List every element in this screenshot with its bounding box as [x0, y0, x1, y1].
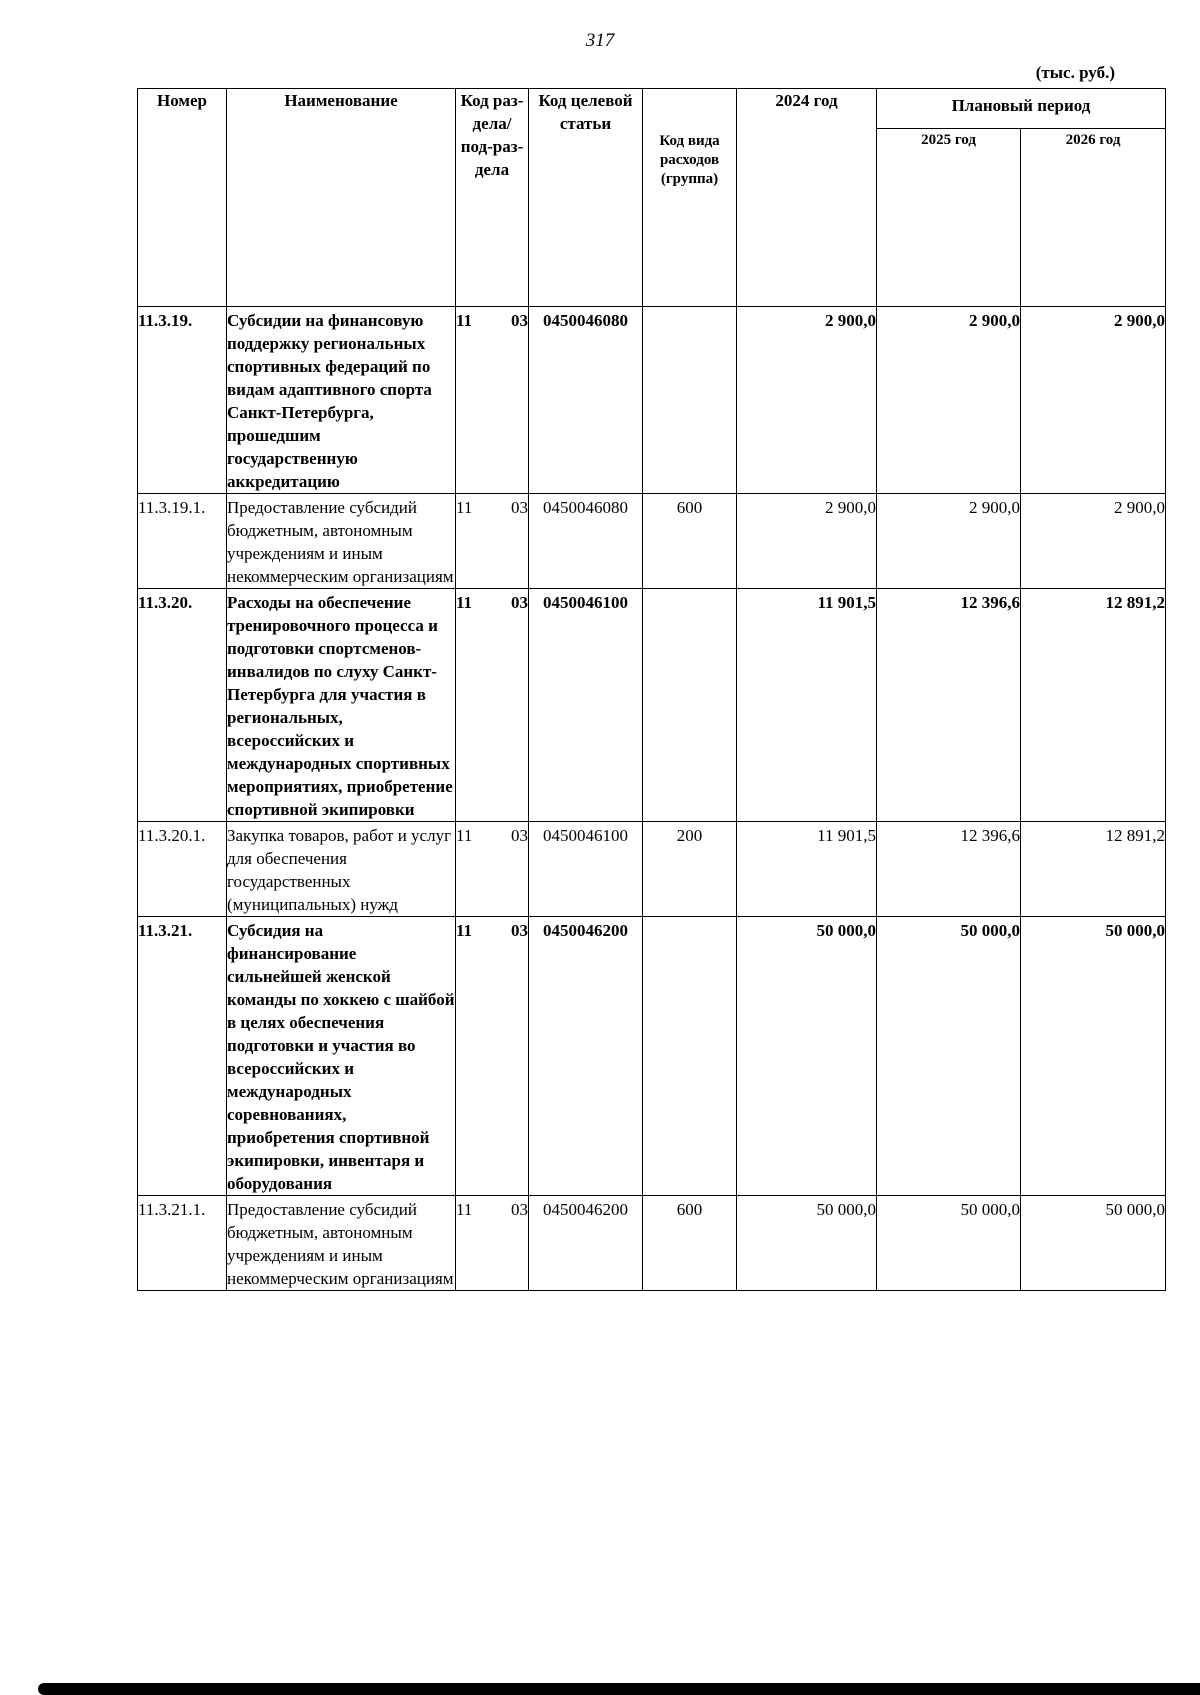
- table-row: [138, 1196, 1166, 1291]
- row-name: Закупка товаров, работ и услуг для обеспечения государственных (муниципальных) нужд: [227, 822, 456, 917]
- row-razdel: [456, 822, 529, 917]
- row-name: Субсидия на финансирование сильнейшей женской команды по хоккею с шайбой в целях обеспечения подготовки и участия во всероссийских и международных соревнованиях, приобретения спортивной экипировки, инвентаря и оборудования: [227, 917, 456, 1196]
- row-vid-code: 200: [643, 822, 737, 917]
- row-target-code: 0450046100: [529, 822, 643, 917]
- row-target-code: 0450046080: [529, 494, 643, 589]
- row-target-code: 0450046080: [529, 307, 643, 494]
- page-number: 317: [585, 30, 615, 51]
- row-target-code: 0450046200: [529, 1196, 643, 1291]
- row-amount-2024: 2 900,0: [737, 307, 877, 494]
- row-name: Расходы на обеспечение тренировочного процесса и подготовки спортсменов-инвалидов по слуху Санкт-Петербурга для участия в региональных, всероссийских и международных спортивных мероприятиях, приобретение спортивной экипировки: [227, 589, 456, 822]
- units-label: (тыс. руб.): [1035, 63, 1115, 82]
- table-row: [138, 822, 1166, 917]
- row-amount-2026: 50 000,0: [1021, 917, 1166, 1196]
- row-amount-2026: 50 000,0: [1021, 1196, 1166, 1291]
- podrazdel-code: 03: [511, 311, 528, 330]
- row-number: 11.3.20.1.: [138, 822, 227, 917]
- row-vid-code: [643, 917, 737, 1196]
- row-amount-2024: 2 900,0: [737, 494, 877, 589]
- row-amount-2026: 2 900,0: [1021, 494, 1166, 589]
- row-amount-2026: 12 891,2: [1021, 589, 1166, 822]
- row-amount-2024: 50 000,0: [737, 1196, 877, 1291]
- header-2024: 2024 год: [737, 89, 877, 307]
- row-amount-2024: 11 901,5: [737, 589, 877, 822]
- row-vid-code: 600: [643, 494, 737, 589]
- row-number: 11.3.20.: [138, 589, 227, 822]
- row-number: 11.3.21.: [138, 917, 227, 1196]
- row-target-code: 0450046200: [529, 917, 643, 1196]
- row-target-code: 0450046100: [529, 589, 643, 822]
- scan-edge-bar: [38, 1683, 1200, 1695]
- table-row: [138, 589, 1166, 822]
- row-name: Предоставление субсидий бюджетным, автономным учреждениям и иным некоммерческим организациям: [227, 1196, 456, 1291]
- podrazdel-code: 03: [511, 921, 528, 940]
- row-vid-code: [643, 307, 737, 494]
- razdel-code: 11: [456, 1200, 473, 1219]
- table-row: [138, 917, 1166, 1196]
- table-row: [138, 307, 1166, 494]
- row-amount-2025: 12 396,6: [877, 589, 1021, 822]
- razdel-code: 11: [456, 498, 473, 517]
- row-number: 11.3.19.: [138, 307, 227, 494]
- row-amount-2026: 2 900,0: [1021, 307, 1166, 494]
- row-name: Субсидии на финансовую поддержку региональных спортивных федераций по видам адаптивного спорта Санкт-Петербурга, прошедшим государственную аккредитацию: [227, 307, 456, 494]
- razdel-code: 11: [456, 921, 473, 940]
- header-vid: Код вида расходов (группа): [643, 89, 737, 307]
- row-vid-code: [643, 589, 737, 822]
- row-number: 11.3.19.1.: [138, 494, 227, 589]
- header-target: Код целевой статьи: [529, 89, 643, 307]
- row-amount-2025: 50 000,0: [877, 917, 1021, 1196]
- header-2026: 2026 год: [1021, 129, 1166, 307]
- row-number: 11.3.21.1.: [138, 1196, 227, 1291]
- table-row: [138, 494, 1166, 589]
- header-number: Номер: [138, 89, 227, 307]
- row-razdel: [456, 307, 529, 494]
- row-amount-2025: 12 396,6: [877, 822, 1021, 917]
- header-name: Наименование: [227, 89, 456, 307]
- row-razdel: [456, 1196, 529, 1291]
- header-plan-period: Плановый период: [877, 89, 1166, 129]
- header-2025: 2025 год: [877, 129, 1021, 307]
- row-amount-2025: 2 900,0: [877, 494, 1021, 589]
- budget-table: [137, 88, 1166, 1291]
- row-vid-code: 600: [643, 1196, 737, 1291]
- row-razdel: [456, 917, 529, 1196]
- row-amount-2024: 11 901,5: [737, 822, 877, 917]
- razdel-code: 11: [456, 826, 473, 845]
- razdel-code: 11: [456, 311, 473, 330]
- podrazdel-code: 03: [511, 826, 528, 845]
- razdel-code: 11: [456, 593, 473, 612]
- podrazdel-code: 03: [511, 498, 528, 517]
- row-amount-2025: 2 900,0: [877, 307, 1021, 494]
- row-amount-2026: 12 891,2: [1021, 822, 1166, 917]
- row-amount-2024: 50 000,0: [737, 917, 877, 1196]
- row-name: Предоставление субсидий бюджетным, автономным учреждениям и иным некоммерческим организациям: [227, 494, 456, 589]
- row-razdel: [456, 494, 529, 589]
- podrazdel-code: 03: [511, 593, 528, 612]
- row-amount-2025: 50 000,0: [877, 1196, 1021, 1291]
- header-razdel: Код раз-дела/ под-раз-дела: [456, 89, 529, 307]
- podrazdel-code: 03: [511, 1200, 528, 1219]
- row-razdel: [456, 589, 529, 822]
